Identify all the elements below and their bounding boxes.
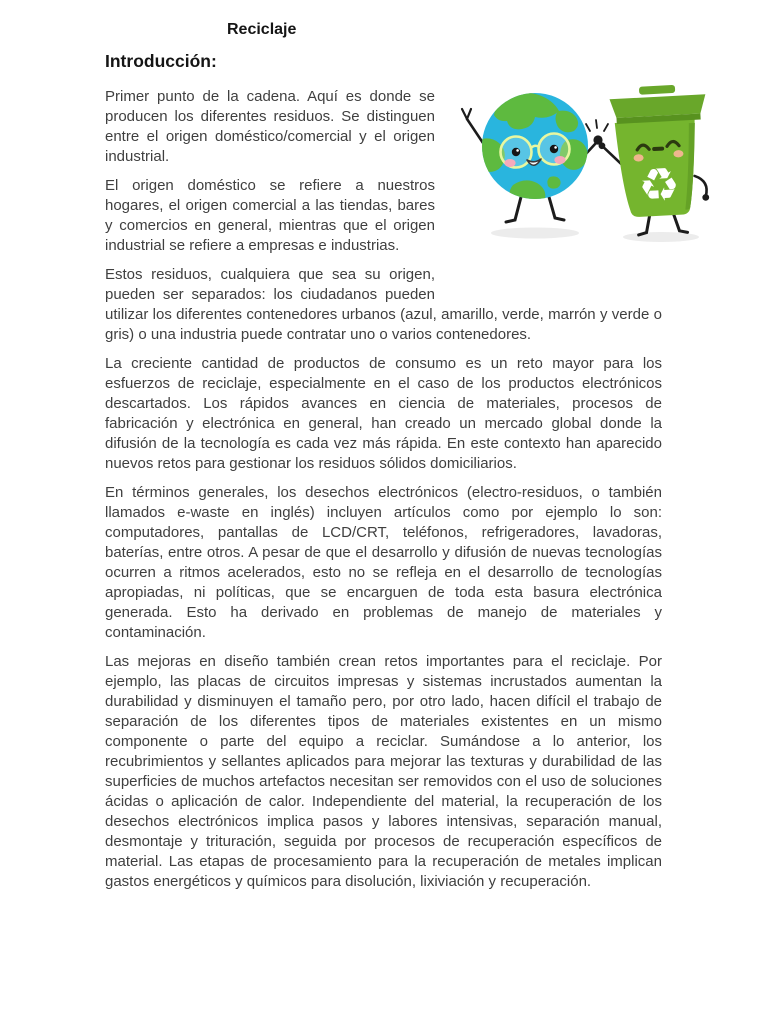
highfive-sparkle-icon [586, 120, 608, 131]
paragraph-5: En términos generales, los desechos electrónicos (electro-residuos, o también llamados e-waste en inglés) incluyen artículos como por ejemplo lo son: computadores, pantallas de LCD/CRT, teléfonos, refrigeradores, lavadoras, baterías, entre otros. A pesar de que el desarrollo y difusión de nuevas tecnologías ocurren a ritmos acelerados, esto no se refleja en el desarrollo de tecnologías apropiadas, ni políticas, que se encarguen de toda esta basura electrónica generada. Esto ha derivado en problemas de manejo de materiales y contaminación. [105, 484, 662, 641]
earth-shadow [491, 228, 579, 239]
peace-sign-hand [462, 109, 471, 119]
page-title: Reciclaje [227, 21, 297, 38]
paragraph-6: Las mejoras en diseño también crean retos importantes para el reciclaje. Por ejemplo, las placas de circuitos impresas y sistemas incrustados aumentan la durabilidad y disminuyen el tamaño pero, por otro lado, hacen difícil el trabajo de separación de los diferentes tipos de materiales existentes en un mismo componente o parte del equipo a reciclar. Sumándose a lo anterior, los recubrimientos y sellantes aplicados para mejorar las texturas y durabilidad de las superficies de muchos artefactos necesitan ser removidos con el uso de soluciones ácidas o aplicación de calor. Independiente del material, la recuperación de los desechos electrónicos implica pasos y labores intensivas, separación manual, desmontaje y trituración, seguida por procesos de recuperación específicos de material. Las etapas de procesamiento para la recuperación de metales implican gastos energéticos y químicos para disolución, lixiviación y recuperación. [105, 653, 662, 890]
earth-cheek-left [504, 159, 515, 167]
document-content [105, 19, 682, 892]
recycle-bin-character [596, 83, 713, 237]
paragraph-1: Primer punto de la cadena. Aquí es donde se producen los diferentes residuos. Se distinguen entre el origen doméstico/comercial y el origen industrial. [105, 88, 435, 165]
bin-mouth [652, 147, 664, 152]
bin-hand [702, 194, 709, 201]
earth-character [462, 92, 603, 222]
earth-cheek-right [554, 156, 565, 164]
earth-and-recycle-bin-illustration [455, 85, 727, 245]
bin-lid-handle [639, 85, 675, 95]
paragraph-2: El origen doméstico se refiere a nuestros hogares, el origen comercial a las tiendas, bares y comercios en general, mientras que el origen industrial se refiere a empresas e industrias. [105, 177, 435, 254]
paragraph-3: Estos residuos, cualquiera que sea su origen, pueden ser separados: los ciudadanos pueden utilizar los diferentes contenedores urbanos (azul, amarillo, verde, marrón y verde o gris) o una industria puede contratar uno o varios contenedores. [105, 266, 662, 343]
document-body [105, 87, 682, 892]
section-heading: Introducción: [105, 51, 217, 71]
recycle-icon: ♻ [637, 156, 682, 213]
illustration-float [435, 87, 682, 292]
paragraph-4: La creciente cantidad de productos de consumo es un reto mayor para los esfuerzos de reciclaje, especialmente en el caso de los productos electrónicos descartados. Los rápidos avances en ciencia de materiales, procesos de fabricación y electrónica en general, han creado un mercado global donde la difusión de la tecnología es cada vez más rápida. En este contexto han aparecido nuevos retos para gestionar los residuos sólidos domiciliarios. [105, 355, 662, 472]
